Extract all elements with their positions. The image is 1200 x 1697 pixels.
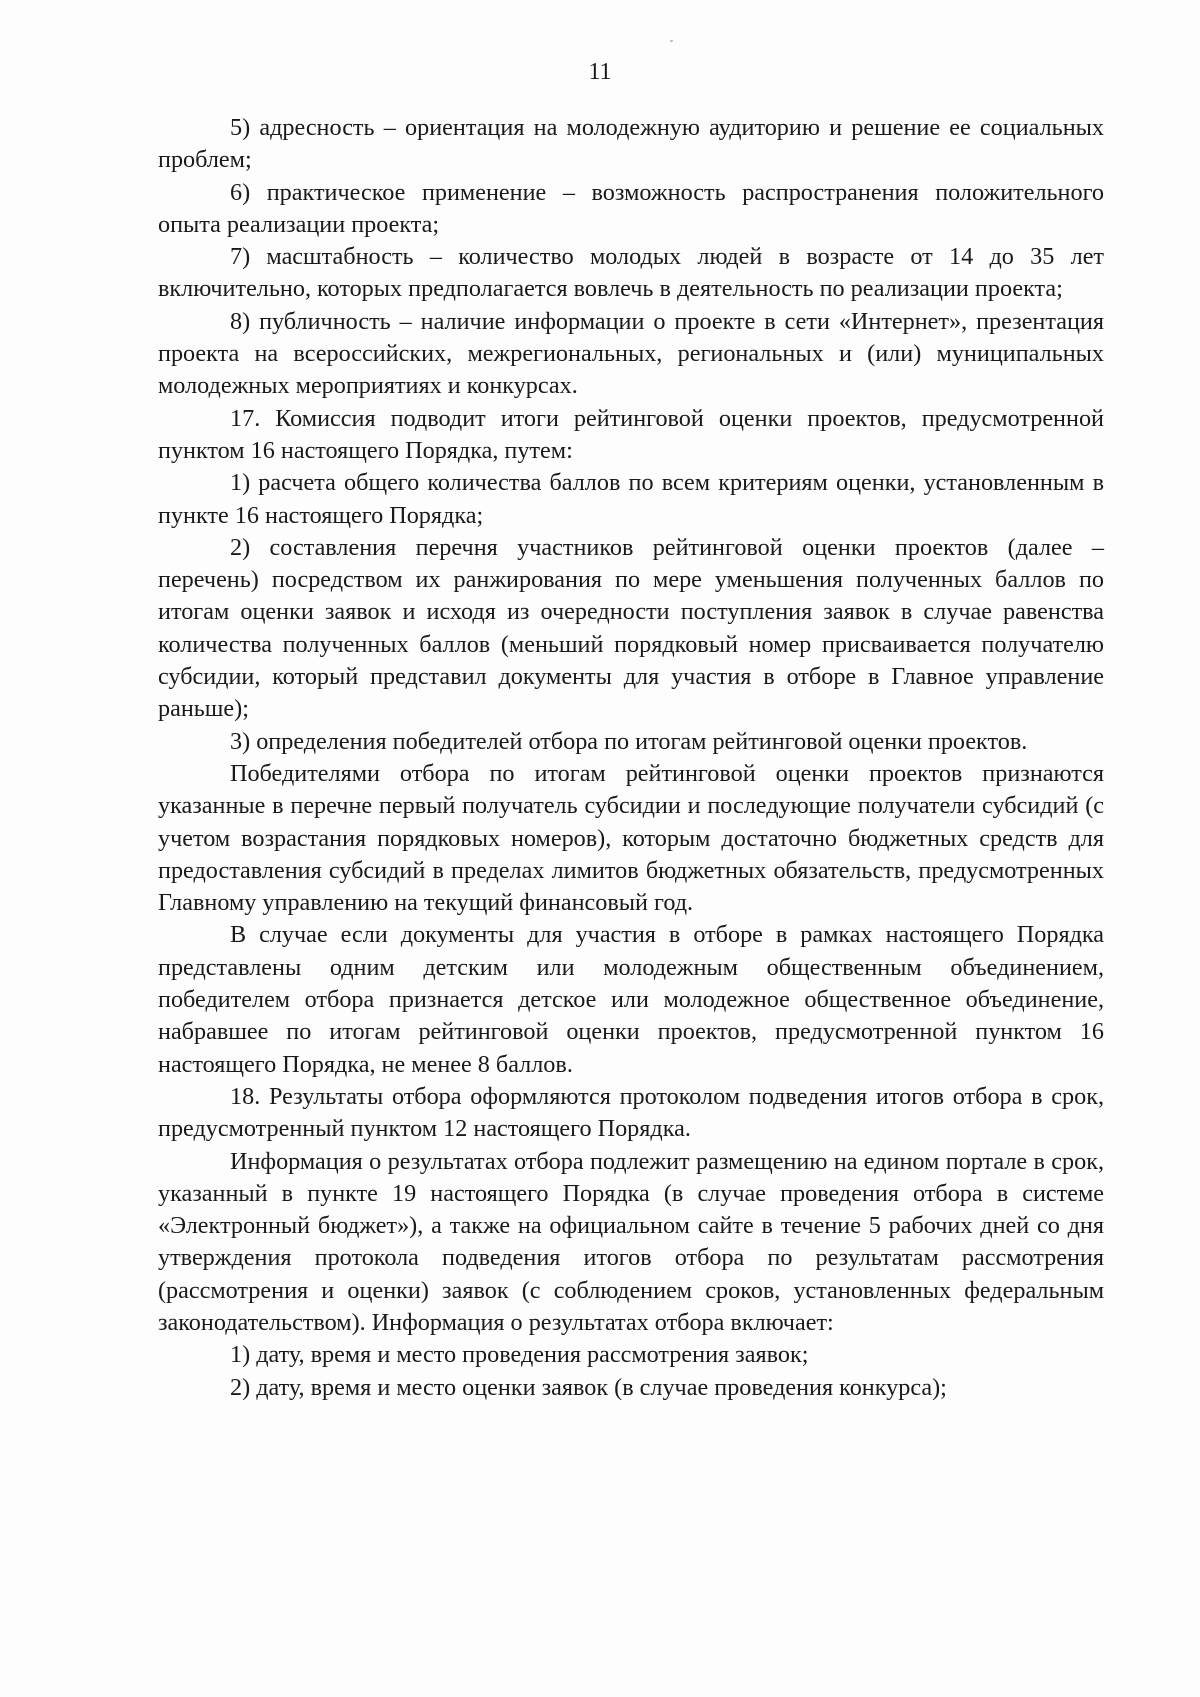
paragraph-clause-17: 17. Комиссия подводит итоги рейтинговой оценки проектов, предусмотренной пунктом 16 настоящего Порядка, путем: [158,404,1104,464]
paragraph-subitem-3: 3) определения победителей отбора по итогам рейтинговой оценки проектов. [230,727,1028,755]
paragraph-winners: Победителями отбора по итогам рейтинговой оценки проектов признаются указанные в перечне первый получатель субсидии и последующие получатели субсидий (с учетом возрастания порядковых номеров), которым достаточно бюджетных средств для предоставления субсидий в пределах лимитов бюджетных обязательств, предусмотренных Главному управлению на текущий финансовый год. [158,759,1104,917]
paragraph-info-item-2: 2) дату, время и место оценки заявок (в случае проведения конкурса); [230,1373,947,1401]
paragraph-subitem-1: 1) расчета общего количества баллов по всем критериям оценки, установленным в пункте 16 настоящего Порядка; [158,469,1104,529]
document-body [158,112,1104,1404]
paragraph-results-info: Информация о результатах отбора подлежит размещению на едином портале в срок, указанный в пункте 19 настоящего Порядка (в случае проведения отбора в системе «Электронный бюджет»), а также на официальном сайте в течение 5 рабочих дней со дня утверждения протокола подведения итогов отбора по результатам рассмотрения (рассмотрения и оценки) заявок (с соблюдением сроков, установленных федеральным законодательством). Информация о результатах отбора включает: [158,1147,1104,1336]
paragraph-item-6: 6) практическое применение – возможность распространения положительного опыта реализации проекта; [158,178,1104,238]
page-number: 11 [588,59,612,85]
scan-speck [670,40,673,42]
paragraph-item-7: 7) масштабность – количество молодых людей в возрасте от 14 до 35 лет включительно, которых предполагается вовлечь в деятельность по реализации проекта; [158,243,1104,303]
paragraph-info-item-1: 1) дату, время и место проведения рассмотрения заявок; [230,1341,809,1369]
paragraph-item-5: 5) адресность – ориентация на молодежную аудиторию и решение ее социальных проблем; [158,114,1104,174]
paragraph-clause-18: 18. Результаты отбора оформляются протоколом подведения итогов отбора в срок, предусмотренный пунктом 12 настоящего Порядка. [158,1082,1104,1143]
paragraph-item-8: 8) публичность – наличие информации о проекте в сети «Интернет», презентация проекта на всероссийских, межрегиональных, региональных и (или) муниципальных молодежных мероприятиях и конкурсах. [158,307,1104,400]
paragraph-single-applicant: В случае если документы для участия в отборе в рамках настоящего Порядка представлены одним детским или молодежным общественным объединением, победителем отбора признается детское или молодежное общественное объединение, набравшее по итогам рейтинговой оценки проектов, предусмотренной пунктом 16 настоящего Порядка, не менее 8 баллов. [158,921,1104,1078]
paragraph-subitem-2: 2) составления перечня участников рейтинговой оценки проектов (далее – перечень) посредством их ранжирования по мере уменьшения полученных баллов по итогам оценки заявок и исходя из очередности поступления заявок в случае равенства количества полученных баллов (меньший порядковый номер присваивается получателю субсидии, который представил документы для участия в отборе в Главное управление раньше); [158,533,1104,723]
